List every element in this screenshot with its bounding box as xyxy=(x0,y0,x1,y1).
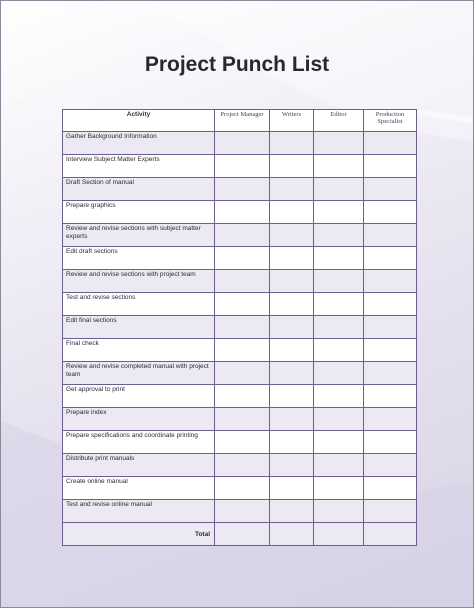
entry-cell[interactable] xyxy=(215,477,270,500)
entry-cell[interactable] xyxy=(215,247,270,270)
activity-cell: Gather Background Information xyxy=(63,132,215,155)
entry-cell[interactable] xyxy=(270,362,314,385)
activity-cell: Prepare specifications and coordinate printing xyxy=(63,431,215,454)
entry-cell[interactable] xyxy=(364,224,417,247)
entry-cell[interactable] xyxy=(364,385,417,408)
entry-cell[interactable] xyxy=(270,477,314,500)
activity-cell: Test and revise online manual xyxy=(63,500,215,523)
entry-cell[interactable] xyxy=(364,178,417,201)
total-cell[interactable] xyxy=(270,523,314,546)
entry-cell[interactable] xyxy=(215,132,270,155)
table-row xyxy=(63,339,417,362)
punch-list-table xyxy=(62,109,417,546)
entry-cell[interactable] xyxy=(364,132,417,155)
table-row xyxy=(63,293,417,316)
activity-cell: Review and revise sections with project team xyxy=(63,270,215,293)
activity-cell: Review and revise sections with subject matter experts xyxy=(63,224,215,247)
entry-cell[interactable] xyxy=(364,500,417,523)
table-row xyxy=(63,454,417,477)
entry-cell[interactable] xyxy=(215,431,270,454)
total-row xyxy=(63,523,417,546)
entry-cell[interactable] xyxy=(270,247,314,270)
entry-cell[interactable] xyxy=(270,155,314,178)
entry-cell[interactable] xyxy=(270,132,314,155)
entry-cell[interactable] xyxy=(270,224,314,247)
table-row xyxy=(63,201,417,224)
entry-cell[interactable] xyxy=(270,316,314,339)
entry-cell[interactable] xyxy=(314,155,364,178)
entry-cell[interactable] xyxy=(270,385,314,408)
entry-cell[interactable] xyxy=(215,339,270,362)
entry-cell[interactable] xyxy=(215,293,270,316)
table-row xyxy=(63,362,417,385)
entry-cell[interactable] xyxy=(364,201,417,224)
entry-cell[interactable] xyxy=(314,339,364,362)
entry-cell[interactable] xyxy=(314,201,364,224)
entry-cell[interactable] xyxy=(364,431,417,454)
entry-cell[interactable] xyxy=(314,132,364,155)
entry-cell[interactable] xyxy=(364,362,417,385)
column-header-activity: Activity xyxy=(63,110,215,132)
activity-cell: Final check xyxy=(63,339,215,362)
entry-cell[interactable] xyxy=(215,155,270,178)
entry-cell[interactable] xyxy=(314,454,364,477)
table-body xyxy=(63,132,417,546)
activity-cell: Get approval to print xyxy=(63,385,215,408)
table-header-row xyxy=(63,110,417,132)
entry-cell[interactable] xyxy=(314,316,364,339)
entry-cell[interactable] xyxy=(215,385,270,408)
table-row xyxy=(63,500,417,523)
entry-cell[interactable] xyxy=(215,201,270,224)
entry-cell[interactable] xyxy=(364,247,417,270)
table-row xyxy=(63,247,417,270)
entry-cell[interactable] xyxy=(314,293,364,316)
table-row xyxy=(63,178,417,201)
page-title: Project Punch List xyxy=(144,53,330,76)
table-row xyxy=(63,224,417,247)
entry-cell[interactable] xyxy=(314,224,364,247)
total-label: Total xyxy=(63,523,215,546)
entry-cell[interactable] xyxy=(364,339,417,362)
entry-cell[interactable] xyxy=(314,431,364,454)
entry-cell[interactable] xyxy=(215,362,270,385)
table-row xyxy=(63,477,417,500)
activity-cell: Prepare graphics xyxy=(63,201,215,224)
entry-cell[interactable] xyxy=(364,270,417,293)
table-row xyxy=(63,155,417,178)
table-row xyxy=(63,270,417,293)
entry-cell[interactable] xyxy=(314,362,364,385)
activity-cell: Distribute print manuals xyxy=(63,454,215,477)
table-row xyxy=(63,431,417,454)
entry-cell[interactable] xyxy=(270,339,314,362)
entry-cell[interactable] xyxy=(314,178,364,201)
table-row xyxy=(63,408,417,431)
activity-cell: Test and revise sections xyxy=(63,293,215,316)
entry-cell[interactable] xyxy=(314,247,364,270)
entry-cell[interactable] xyxy=(215,224,270,247)
entry-cell[interactable] xyxy=(314,385,364,408)
entry-cell[interactable] xyxy=(314,408,364,431)
activity-cell: Prepare index xyxy=(63,408,215,431)
activity-cell: Edit draft sections xyxy=(63,247,215,270)
entry-cell[interactable] xyxy=(215,316,270,339)
column-header-project-manager: Project Manager xyxy=(215,110,270,132)
table-row xyxy=(63,385,417,408)
entry-cell[interactable] xyxy=(270,408,314,431)
entry-cell[interactable] xyxy=(314,477,364,500)
entry-cell[interactable] xyxy=(270,454,314,477)
entry-cell[interactable] xyxy=(314,500,364,523)
activity-cell: Interview Subject Matter Experts xyxy=(63,155,215,178)
entry-cell[interactable] xyxy=(364,477,417,500)
entry-cell[interactable] xyxy=(364,454,417,477)
column-header-editor: Editor xyxy=(314,110,364,132)
entry-cell[interactable] xyxy=(364,155,417,178)
entry-cell[interactable] xyxy=(215,270,270,293)
entry-cell[interactable] xyxy=(270,293,314,316)
entry-cell[interactable] xyxy=(270,178,314,201)
entry-cell[interactable] xyxy=(364,316,417,339)
entry-cell[interactable] xyxy=(215,500,270,523)
table-row xyxy=(63,316,417,339)
total-cell[interactable] xyxy=(215,523,270,546)
activity-cell: Create online manual xyxy=(63,477,215,500)
activity-cell: Edit final sections xyxy=(63,316,215,339)
activity-cell: Draft Section of manual xyxy=(63,178,215,201)
total-cell[interactable] xyxy=(314,523,364,546)
entry-cell[interactable] xyxy=(270,201,314,224)
column-header-production-specialist: Production Specialist xyxy=(364,110,417,132)
entry-cell[interactable] xyxy=(364,408,417,431)
entry-cell[interactable] xyxy=(215,454,270,477)
entry-cell[interactable] xyxy=(364,293,417,316)
entry-cell[interactable] xyxy=(270,500,314,523)
column-header-writers: Writers xyxy=(270,110,314,132)
table-row xyxy=(63,132,417,155)
entry-cell[interactable] xyxy=(215,408,270,431)
entry-cell[interactable] xyxy=(270,431,314,454)
entry-cell[interactable] xyxy=(215,178,270,201)
entry-cell[interactable] xyxy=(314,270,364,293)
entry-cell[interactable] xyxy=(270,270,314,293)
total-cell[interactable] xyxy=(364,523,417,546)
activity-cell: Review and revise completed manual with project team xyxy=(63,362,215,385)
